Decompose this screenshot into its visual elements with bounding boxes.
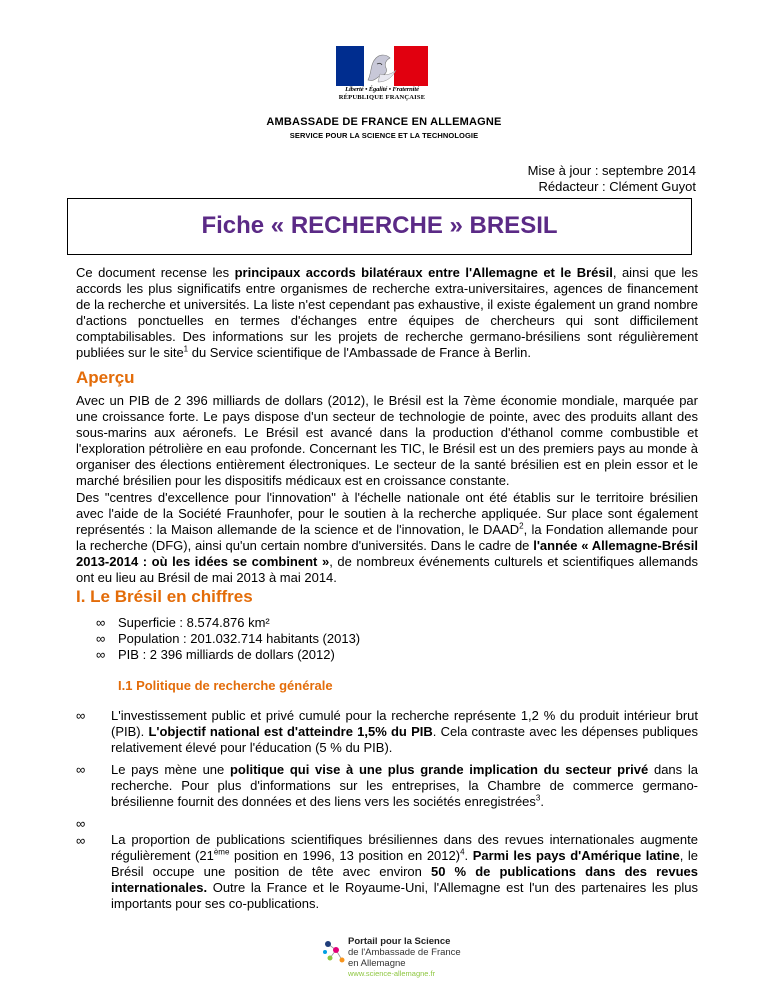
figures-list — [96, 615, 360, 663]
portal-title: Portail pour la Science — [348, 936, 451, 947]
portal-subtitle-1: de l'Ambassade de France — [348, 947, 461, 958]
update-date: Mise à jour : septembre 2014 — [527, 163, 696, 178]
bullet-icon: ∞ — [96, 631, 106, 646]
author: Rédacteur : Clément Guyot — [538, 179, 696, 194]
footnote-ref[interactable]: 2 — [519, 521, 524, 531]
heading-section-1: I. Le Brésil en chiffres — [76, 587, 253, 606]
bullet-icon: ∞ — [76, 708, 86, 723]
bullet-icon: ∞ — [96, 615, 106, 630]
policy-bullet-3: La proportion de publications scientifiques brésiliennes dans des revues internationales augmente régulièrement (21ème position en 1996, 13 position en 2012)$^4$. Parmi les pays d'Amérique latine, le Brésil occupe une position de tête avec environ 50 % de publications dans des revues internationales. Outre la France et le Royaume-Uni, l'Allemagne est l'un des partenaires les plus importants pour ses co-publications. — [111, 832, 699, 911]
footnote-ref[interactable]: 4 — [460, 847, 465, 857]
portal-url-link[interactable]: www.science-allemagne.fr — [348, 969, 436, 978]
heading-apercu: Aperçu — [76, 368, 135, 387]
intro-paragraph: Ce document recense les principaux accords bilatéraux entre l'Allemagne et le Brésil, ainsi que les accords les plus significatifs entre organismes de recherche extra-universitaires, agences de financement de la recherche et universités. La liste n'est cependant pas exhaustive, il existe également un grand nombre d'actions ponctuelles en termes d'échanges entre équipes de chercheurs qui sont difficilement comptabilisables. Des informations sur les projets de recherche germano-brésiliens sont régulièrement publiées sur le site$^1$ du Service scientifique de l'Ambassade de France à Berlin. — [76, 265, 698, 360]
page-title: Fiche « RECHERCHE » BRESIL — [201, 212, 558, 239]
republique-francaise-logo — [332, 46, 432, 100]
embassy-title: AMBASSADE DE FRANCE EN ALLEMAGNE — [266, 116, 502, 128]
list-item: ∞ Population : 201.032.714 habitants (2013) — [96, 631, 361, 646]
logo-republic-text: RÉPUBLIQUE FRANÇAISE — [338, 94, 426, 101]
apercu-paragraph-2: Des "centres d'excellence pour l'innovation" à l'échelle nationale ont été établis sur le territoire brésilien avec l'aide de la Société Fraunhofer, pour le soutien à la recherche appliquée. Sur place sont également représentés : la Maison allemande de la science et de l'innovation, le DAAD$^2$, la Fondation allemande pour la recherche (DFG), ainsi qu'un certain nombre d'universités. Dans le cadre de l'année « Allemagne-Brésil 2013-2014 : où les idées se combinent », de nombreux événements culturels et scientifiques allemands ont eu lieu au Brésil de mai 2013 à mai 2014. — [76, 490, 699, 585]
list-item: ∞ PIB : 2 396 milliards de dollars (2012) — [96, 647, 335, 662]
list-item: ∞ Superficie : 8.574.876 km² — [96, 615, 270, 630]
bullet-icon: ∞ — [76, 762, 86, 777]
heading-section-1-1: I.1 Politique de recherche générale — [118, 678, 333, 693]
policy-bullet-2: Le pays mène une politique qui vise à une plus grande implication du secteur privé dans la recherche. Pour plus d'informations sur les entreprises, la Chambre de commerce germano- brésilienne fournit des données et des liens vers les sociétés enregistrées$^3$. — [111, 762, 698, 809]
service-subtitle: SERVICE POUR LA SCIENCE ET LA TECHNOLOGIE — [289, 131, 479, 140]
policy-bullet-1: L'investissement public et privé cumulé pour la recherche représente 1,2 % du produit intérieur brut (PIB). L'objectif national est d'atteindre 1,5% du PIB. Cela contraste avec les dépenses publiques relativement élevé pour l'éducation (5 % du PIB). — [111, 708, 699, 755]
marianne-flag-icon — [336, 46, 428, 86]
bullet-icon: ∞ — [76, 816, 86, 831]
apercu-paragraph-1: Avec un PIB de 2 396 milliards de dollars (2012), le Brésil est la 7ème économie mondiale, marquée par une croissance forte. Le pays dispose d'un secteur de technologie de pointe, avec des produits allant des sous-marins aux aéronefs. Le Brésil est avancé dans la production d'éthanol comme combustible et l'exploration pétrolière en eau profonde. Concernant les TIC, le Brésil est un des premiers pays au monde à organiser des élections entièrement électroniques. Le secteur de la santé brésilien est en plein essor et le marché brésilien pour les dispositifs médicaux est en croissance constante. — [76, 393, 698, 488]
title-box — [67, 198, 692, 255]
portal-logo — [322, 934, 461, 978]
portal-subtitle-2: en Allemagne — [348, 958, 406, 969]
molecule-dots-icon — [322, 938, 346, 966]
bullet-icon: ∞ — [96, 647, 106, 662]
footnote-ref[interactable]: 1 — [183, 344, 189, 354]
footnote-ref[interactable]: 3 — [535, 793, 541, 803]
bullet-icon: ∞ — [76, 833, 86, 848]
logo-motto: Liberté • Égalité • Fraternité — [345, 86, 419, 93]
